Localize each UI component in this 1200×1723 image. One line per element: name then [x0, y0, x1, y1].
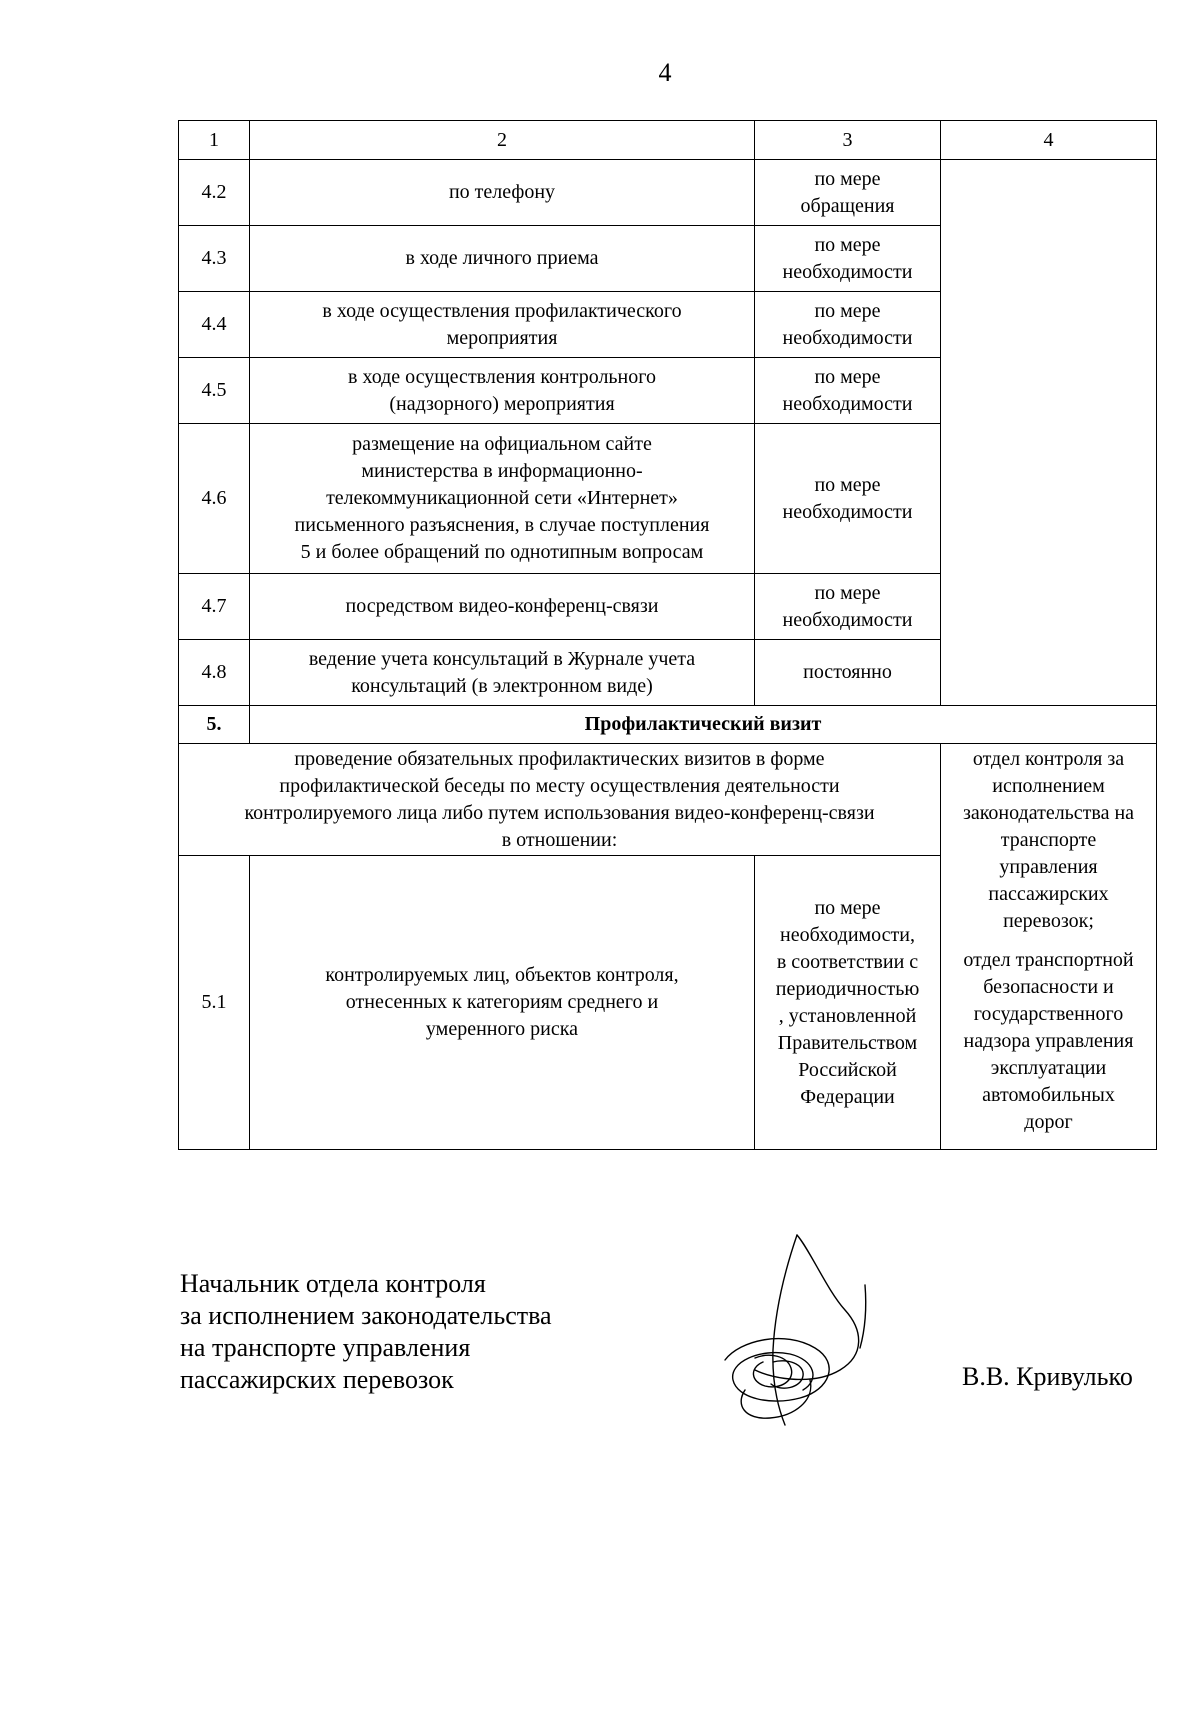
text-line: пассажирских — [988, 883, 1109, 905]
text-line: по мере — [814, 299, 881, 322]
signatory-position — [180, 1268, 552, 1396]
text-line: по мере — [814, 167, 881, 190]
text-line: в соответствии с — [776, 950, 919, 973]
page-number: 4 — [658, 58, 672, 87]
row-period — [755, 424, 941, 574]
row-description — [250, 292, 755, 358]
text-line: 5 и более обращений по однотипным вопросам — [300, 541, 704, 563]
section-intro-row — [179, 744, 1157, 856]
text-line: в ходе личного приема — [405, 247, 599, 269]
plan-table — [178, 120, 1157, 1150]
text-line: отдел контроля за — [972, 748, 1125, 770]
row-period — [755, 292, 941, 358]
row-description — [250, 574, 755, 640]
text-line: контролируемого лица либо путем использования видео-конференц-связи — [244, 801, 875, 824]
text-line: дорог — [1024, 1111, 1073, 1133]
row-number: 4.8 — [179, 640, 250, 706]
text-line: законодательства на — [962, 802, 1135, 824]
text-line: , установленной — [778, 1004, 917, 1027]
text-line: необходимости — [782, 392, 913, 415]
row-number: 5.1 — [179, 856, 250, 1150]
text-line: периодичностью — [775, 977, 920, 1000]
text-line: в ходе осуществления профилактического — [322, 299, 682, 322]
header-col-4: 4 — [941, 121, 1157, 160]
row-period — [755, 160, 941, 226]
text-line: письменного разъяснения, в случае поступления — [294, 514, 710, 536]
row-description — [250, 358, 755, 424]
text-line: за исполнением законодательства — [180, 1301, 552, 1330]
row-period — [755, 856, 941, 1150]
header-col-3: 3 — [755, 121, 941, 160]
header-col-1: 1 — [179, 121, 250, 160]
text-line: по мере — [814, 233, 881, 256]
text-line: необходимости — [782, 608, 913, 631]
responsible-cell-empty — [941, 160, 1157, 706]
text-line: безопасности и — [983, 976, 1114, 998]
row-period — [755, 640, 941, 706]
row-period — [755, 574, 941, 640]
header-col-2: 2 — [250, 121, 755, 160]
text-line: на транспорте управления — [180, 1333, 471, 1362]
text-line: посредством видео-конференц-связи — [345, 595, 659, 617]
text-line: по мере — [814, 473, 881, 496]
row-period — [755, 226, 941, 292]
text-line: автомобильных — [982, 1084, 1115, 1106]
text-line: Федерации — [800, 1085, 895, 1108]
section-title: Профилактический визит — [250, 706, 1157, 744]
text-line: по мере — [814, 365, 881, 388]
text-line: проведение обязательных профилактических визитов в форме — [294, 747, 825, 770]
text-line: пассажирских перевозок — [180, 1365, 454, 1394]
section-intro — [179, 744, 941, 856]
text-line: транспорте — [1000, 829, 1097, 851]
row-description — [250, 160, 755, 226]
handwritten-signature — [715, 1230, 895, 1440]
text-line: постоянно — [803, 661, 892, 683]
text-line: министерства в информационно- — [361, 460, 643, 482]
text-line: надзора управления — [963, 1030, 1134, 1052]
text-line: ведение учета консультаций в Журнале учета — [308, 647, 696, 670]
text-line: телекоммуникационной сети «Интернет» — [326, 487, 678, 509]
text-line: исполнением — [992, 775, 1105, 797]
row-number: 4.2 — [179, 160, 250, 226]
text-line: по мере — [814, 896, 881, 919]
text-line: Российской — [798, 1058, 897, 1081]
text-line: контролируемых лиц, объектов контроля, — [325, 964, 679, 986]
row-number: 4.3 — [179, 226, 250, 292]
table-row — [179, 160, 1157, 226]
row-number: 4.7 — [179, 574, 250, 640]
text-line: отнесенных к категориям среднего и — [345, 991, 659, 1013]
text-line: обращения — [800, 194, 895, 217]
row-number: 4.5 — [179, 358, 250, 424]
row-description — [250, 226, 755, 292]
text-line: по телефону — [448, 181, 556, 203]
text-line: перевозок; — [1003, 910, 1094, 932]
row-number: 4.6 — [179, 424, 250, 574]
text-line — [945, 935, 1152, 947]
responsible-departments — [941, 744, 1157, 1150]
text-line: в отношении: — [501, 828, 618, 851]
text-line: необходимости, — [779, 923, 915, 946]
text-line: эксплуатации — [990, 1057, 1107, 1079]
text-line: размещение на официальном сайте — [352, 433, 652, 455]
text-line: в ходе осуществления контрольного — [348, 365, 656, 388]
text-line: необходимости — [782, 326, 913, 349]
text-line: необходимости — [782, 500, 913, 523]
table-header-row — [179, 121, 1157, 160]
text-line: (надзорного) мероприятия — [389, 392, 615, 415]
text-line: Начальник отдела контроля — [180, 1269, 486, 1298]
row-description — [250, 856, 755, 1150]
text-line: государственного — [973, 1003, 1124, 1025]
row-description — [250, 640, 755, 706]
row-description — [250, 424, 755, 574]
text-line: умеренного риска — [425, 1018, 579, 1040]
text-line: отдел транспортной — [963, 949, 1134, 971]
text-line: Правительством — [777, 1031, 918, 1054]
text-line: консультаций (в электронном виде) — [351, 674, 653, 697]
text-line: управления — [999, 856, 1098, 878]
section-number: 5. — [179, 706, 250, 744]
text-line: по мере — [814, 581, 881, 604]
text-line: профилактической беседы по месту осуществления деятельности — [279, 774, 840, 797]
row-period — [755, 358, 941, 424]
signatory-name: В.В. Кривулько — [962, 1362, 1133, 1391]
section-row — [179, 706, 1157, 744]
row-number: 4.4 — [179, 292, 250, 358]
text-line: необходимости — [782, 260, 913, 283]
text-line: мероприятия — [446, 326, 558, 349]
